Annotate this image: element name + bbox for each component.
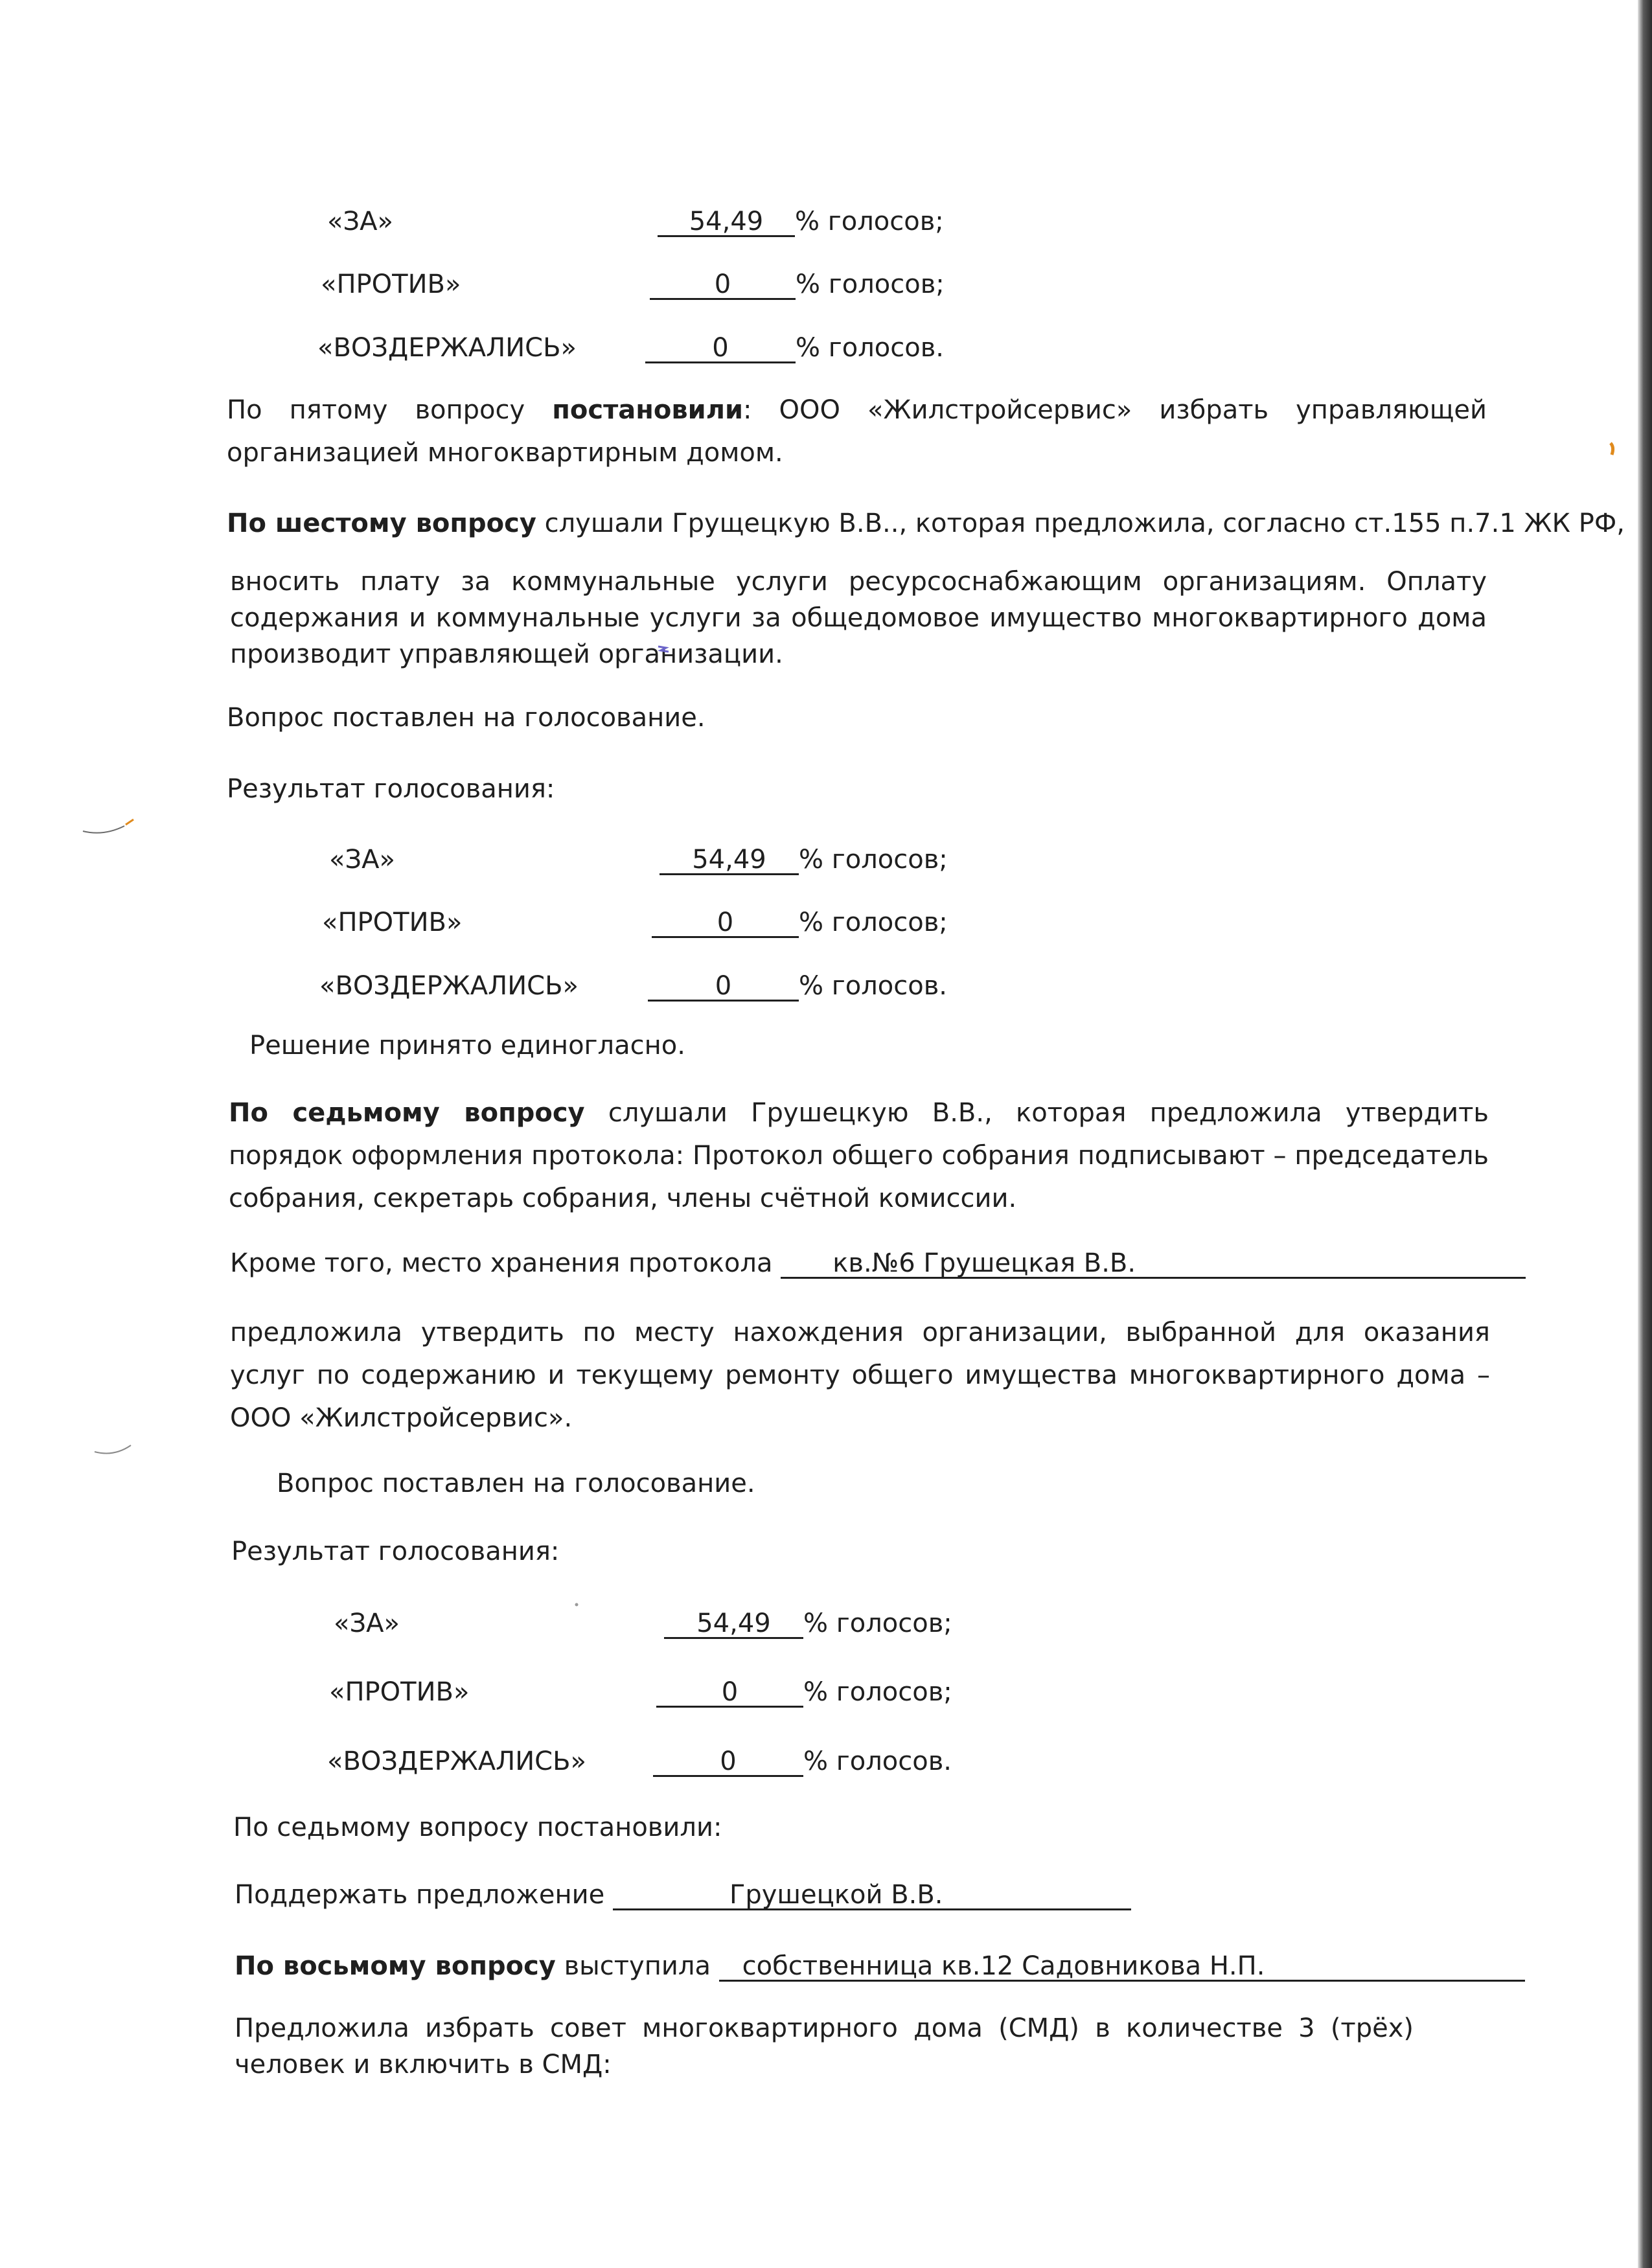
q8-bold: По восьмому вопросу <box>235 1951 556 1981</box>
scan-speck <box>573 1601 580 1608</box>
vote-label-za: «ЗА» <box>329 845 395 875</box>
vote-suffix: % голосов; <box>803 1609 952 1638</box>
q6-rest: слушали Грущецкую В.В.., которая предложила, согласно ст.155 п.7.1 ЖК РФ, <box>536 509 1625 538</box>
vote-value-vozd: 0 <box>648 972 799 1002</box>
q7-support-label: Поддержать предложение <box>235 1880 613 1910</box>
q7-rest: слушали Грушецкую В.В., которая предложила утвердить порядок оформления протокола: Протокол общего собрания подписывают – председатель собрания, секретарь собрания, члены счётной комиссии. <box>229 1098 1489 1213</box>
q8-rest: выступила <box>555 1951 719 1981</box>
vote-label-za: «ЗА» <box>327 207 393 236</box>
vote-suffix: % голосов; <box>799 845 948 875</box>
q5-bold: постановили <box>552 395 744 425</box>
vote-suffix: % голосов. <box>799 971 948 1001</box>
vote-value-vozd: 0 <box>653 1748 803 1777</box>
q7-bold: По седьмому вопросу <box>229 1098 585 1128</box>
vote-row-vozd <box>648 968 947 1004</box>
hole-punch-arc <box>78 813 136 839</box>
vote-label-protiv: «ПРОТИВ» <box>322 908 463 937</box>
q7-result: Результат голосования: <box>231 1537 560 1566</box>
vote-label-vozd: «ВОЗДЕРЖАЛИСЬ» <box>327 1747 586 1776</box>
vote-suffix: % голосов; <box>803 1677 952 1707</box>
vote-row-protiv <box>652 904 948 941</box>
q7-storage-value: кв.№6 Грушецкая В.В. <box>781 1250 1526 1279</box>
q8-paragraph: Предложила избрать совет многоквартирного дома (СМД) в количестве 3 (трёх) человек и включить в СМД: <box>235 2013 1414 2079</box>
vote-label-za: «ЗА» <box>334 1609 400 1638</box>
vote-value-protiv: 0 <box>656 1678 803 1708</box>
q7-paragraph-2: предложила утвердить по месту нахождения организации, выбранной для оказания услуг по содержанию и текущему ремонту общего имущества многоквартирного дома – ООО «Жилстройсервис». <box>230 1318 1490 1433</box>
q6-paragraph: вносить плату за коммунальные услуги ресурсоснабжающим организациям. Оплату содержания и коммунальные услуги за общедомовое имущество многоквартирного дома производит управляющей организации. <box>230 567 1487 669</box>
vote-suffix: % голосов; <box>799 908 948 937</box>
scan-edge <box>1638 0 1652 2268</box>
vote-row-vozd <box>653 1743 952 1780</box>
vote-value-vozd: 0 <box>645 334 796 363</box>
q7-support-line <box>235 1877 1131 1913</box>
pen-mark <box>654 641 674 657</box>
q7-support-value: Грушецкой В.В. <box>613 1881 1131 1910</box>
q5-rest: : ООО «Жилстройсервис» избрать управляющей организацией многоквартирным домом. <box>227 395 1487 468</box>
q8-heading-line <box>235 1948 1525 1984</box>
q5-paragraph <box>227 389 1487 474</box>
ink-dot-mark <box>1605 441 1618 460</box>
q8-speaker: собственница кв.12 Садовникова Н.П. <box>719 1953 1525 1982</box>
q6-heading-line <box>227 505 1625 542</box>
q6-result: Результат голосования: <box>227 774 555 804</box>
vote-value-za: 54,49 <box>658 208 795 237</box>
q5-lead: По пятому вопросу <box>227 395 553 425</box>
q7-vote-put: Вопрос поставлен на голосование. <box>277 1469 755 1498</box>
vote-row-za <box>658 203 944 240</box>
vote-suffix: % голосов. <box>796 333 945 363</box>
hole-punch-arc <box>91 1435 136 1461</box>
vote-suffix: % голосов; <box>795 207 944 236</box>
vote-row-protiv <box>656 1674 952 1710</box>
vote-label-vozd: «ВОЗДЕРЖАЛИСЬ» <box>317 333 577 363</box>
vote-row-za <box>664 1605 952 1642</box>
vote-label-protiv: «ПРОТИВ» <box>329 1677 470 1707</box>
vote-row-za <box>660 842 948 878</box>
vote-value-za: 54,49 <box>660 846 799 875</box>
vote-suffix: % голосов; <box>796 269 945 299</box>
vote-label-vozd: «ВОЗДЕРЖАЛИСЬ» <box>319 971 579 1001</box>
unanimous-decision: Решение принято единогласно. <box>249 1031 685 1060</box>
q7-storage-label: Кроме того, место хранения протокола <box>230 1248 781 1278</box>
vote-suffix: % голосов. <box>803 1747 952 1776</box>
vote-row-vozd <box>645 330 944 366</box>
q6-bold: По шестому вопросу <box>227 509 536 538</box>
vote-value-protiv: 0 <box>652 909 799 938</box>
q6-vote-put: Вопрос поставлен на голосование. <box>227 703 706 733</box>
vote-value-protiv: 0 <box>650 271 796 300</box>
q7-paragraph <box>229 1092 1489 1220</box>
vote-row-protiv <box>650 266 945 303</box>
vote-label-protiv: «ПРОТИВ» <box>321 269 461 299</box>
q7-storage-line <box>230 1245 1526 1281</box>
vote-value-za: 54,49 <box>664 1610 803 1639</box>
q7-decided: По седьмому вопросу постановили: <box>233 1813 722 1842</box>
